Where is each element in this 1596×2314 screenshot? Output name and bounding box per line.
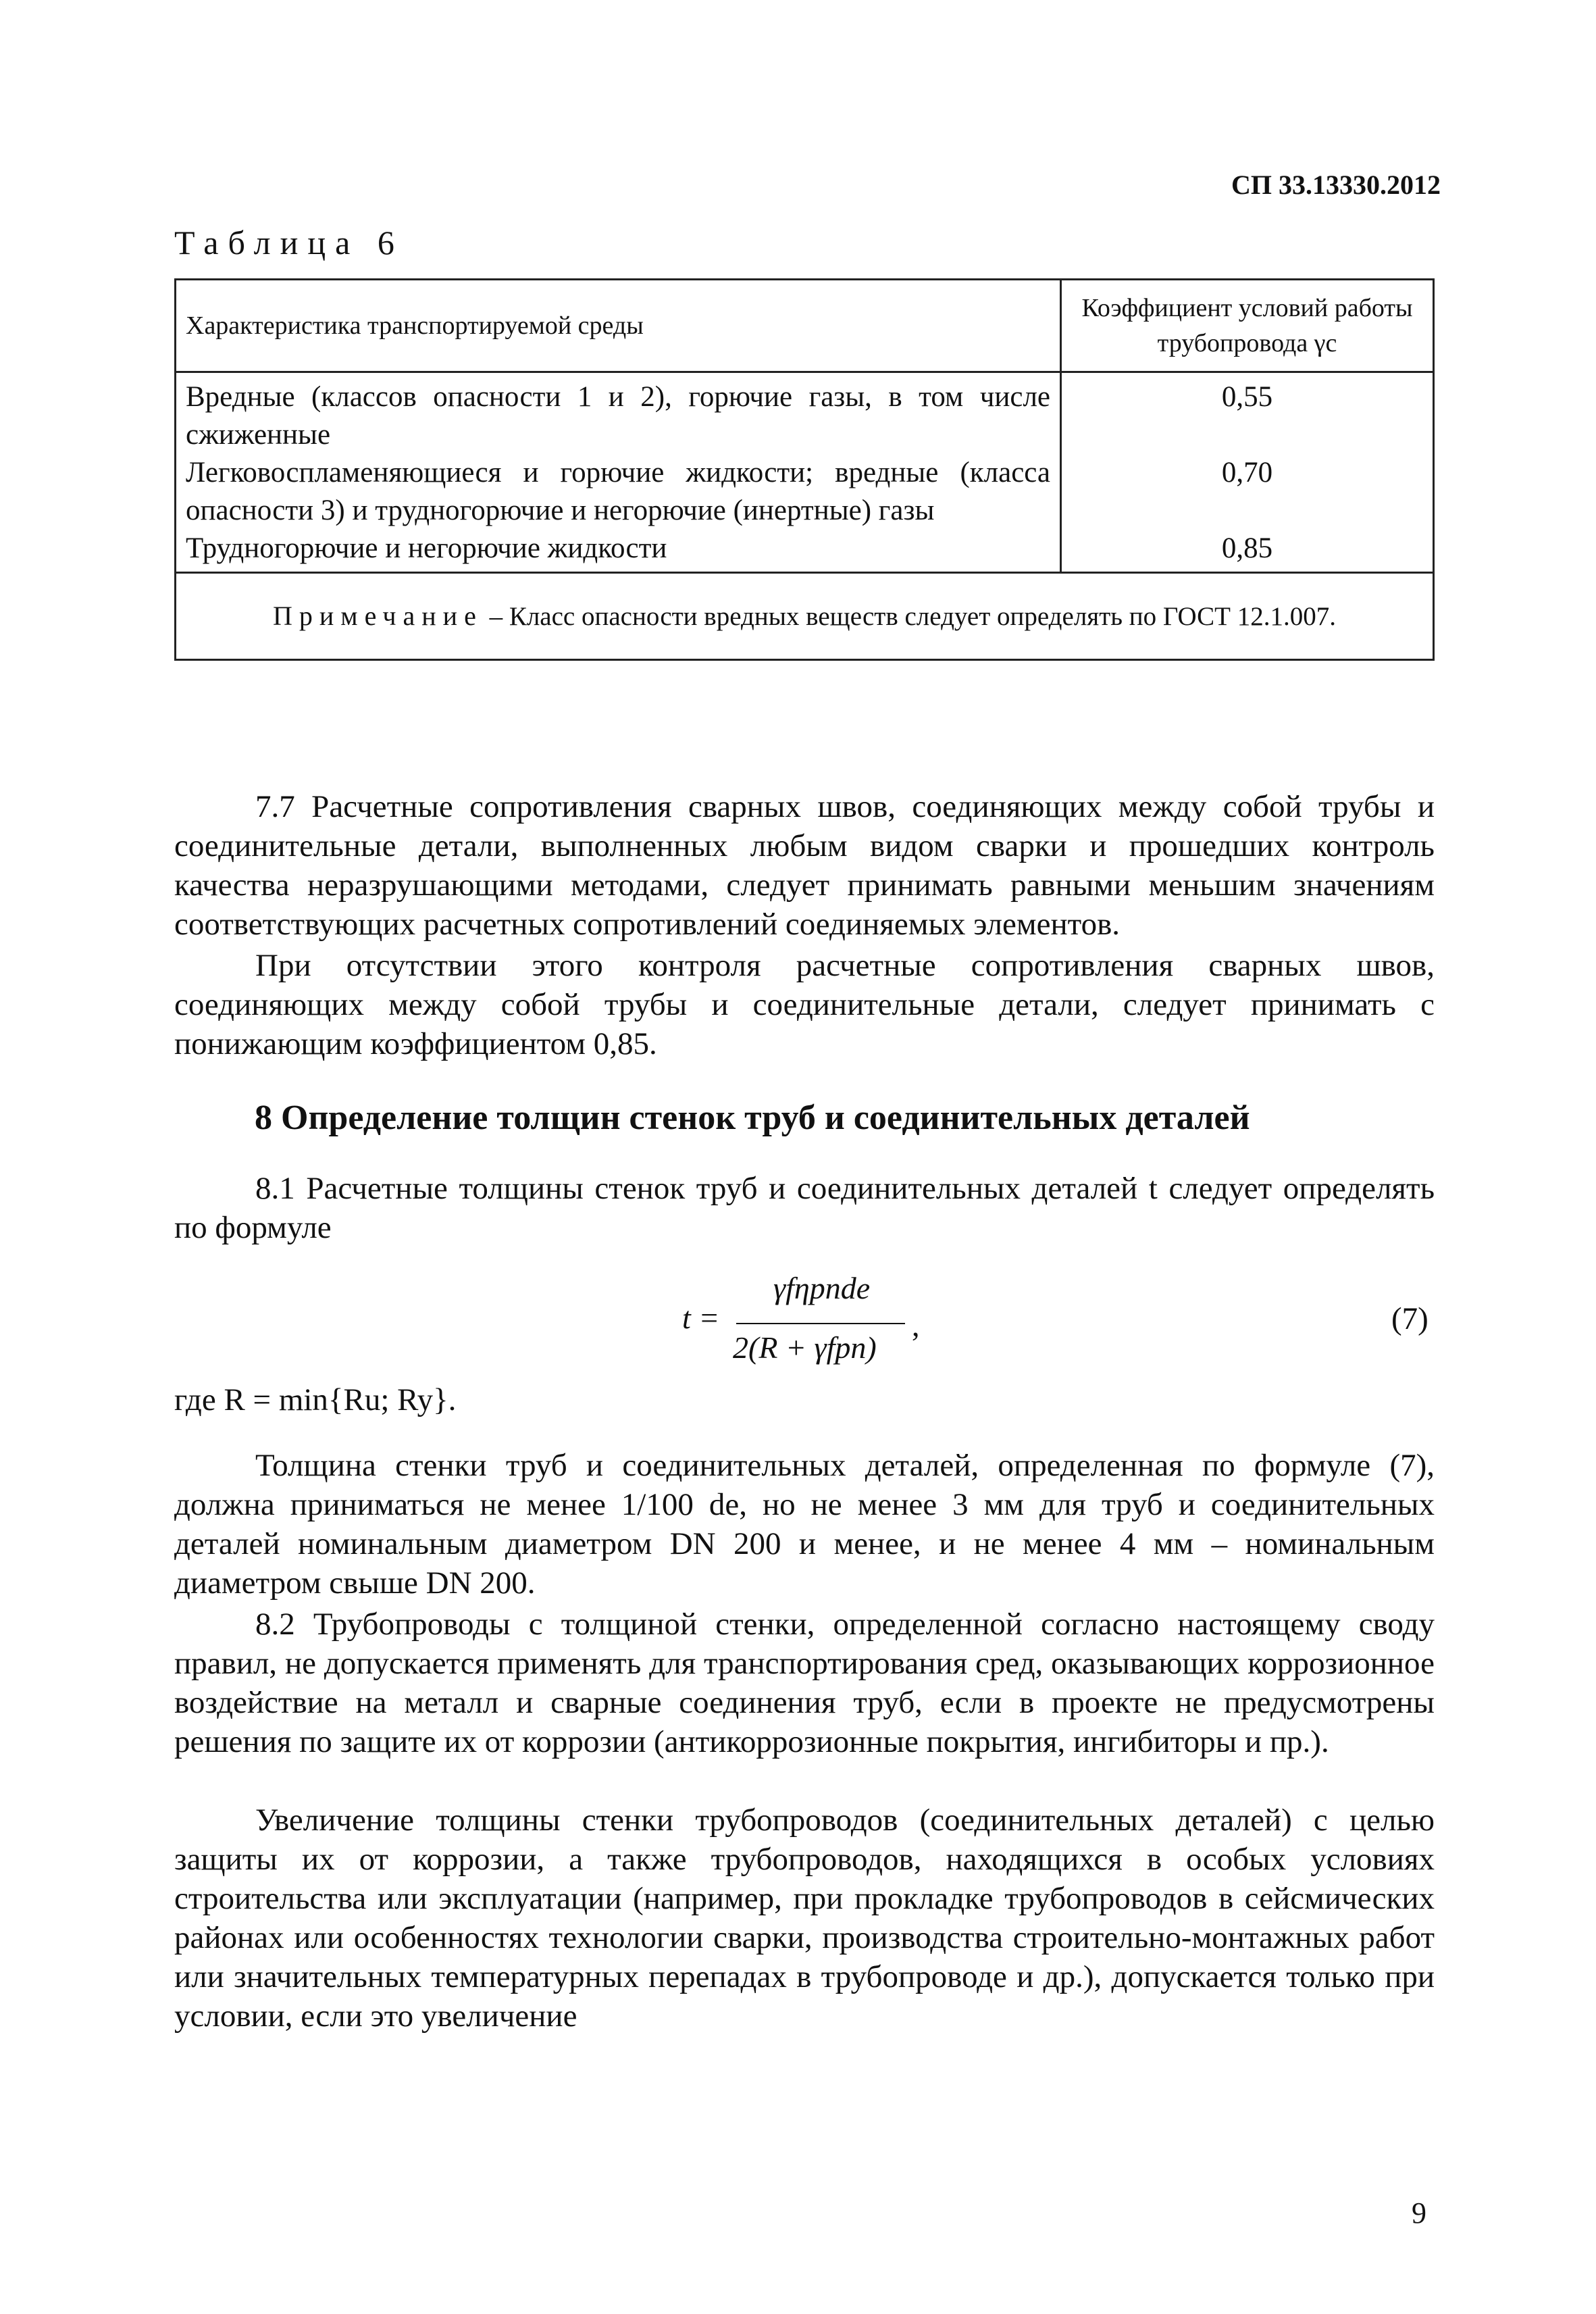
formula-numerator: γfηpnde (773, 1271, 871, 1305)
table-note (176, 573, 1434, 660)
column-header-coefficient (1061, 280, 1434, 372)
paragraph-7-7-continued: При отсутствии этого контроля расчетные сопротивления сварных швов, соединяющих между собой трубы и соединительные детали, следует принимать с понижающим коэффициентом 0,85. (174, 948, 1435, 1061)
coefficient-cell: 0,55 (1061, 372, 1434, 455)
note-label: Примечание (273, 600, 483, 631)
formula-denominator: 2(R + γfpn) (733, 1330, 877, 1365)
table-title: Таблица 6 (174, 224, 404, 261)
table-row (176, 530, 1434, 573)
formula-comma: , (912, 1308, 920, 1342)
paragraph-7-7: 7.7 Расчетные сопротивления сварных швов, соединяющих между собой трубы и соединительные детали, выполненных любым видом сварки и прошедших контроль качества неразрушающими методами, следует принимать равными меньшим значениям соответствующих расчетных сопротивлений соединяемых элементов. (174, 789, 1435, 942)
paragraph-thickness-increase: Увеличение толщины стенки трубопроводов (соединительных деталей) с целью защиты их от коррозии, а также трубопроводов, находящихся в особых условиях строительства или эксплуатации (например, при прокладке трубопроводов в сейсмических районах или особенностях технологии сварки, производства строительно-монтажных работ или значительных температурных перепадах в трубопроводе и др.), допускается только при условии, если это увеличение (174, 1803, 1435, 2034)
section-heading-8: 8 Определение толщин стенок труб и соединительных деталей (255, 1099, 1250, 1137)
table-header-row (176, 280, 1434, 372)
coefficient-cell: 0,70 (1061, 454, 1434, 530)
coefficient-header-label: Коэффициент условий работы трубопровода γc (1081, 294, 1413, 357)
table-row (176, 372, 1434, 455)
paragraph-8-2: 8.2 Трубопроводы с толщиной стенки, определенной согласно настоящему своду правил, не допускается применять для транспортирования сред, оказывающих коррозионное воздействие на металл и сварные соединения труб, если в проекте не предусмотрены решения по защите их от коррозии (антикоррозионные покрытия, ингибиторы и пр.). (174, 1607, 1435, 1759)
equation-number: (7) (1391, 1301, 1428, 1336)
column-header-medium: Характеристика транспортируемой среды (176, 280, 1061, 372)
document-code: СП 33.13330.2012 (1231, 170, 1441, 200)
paragraph-wall-thickness: Толщина стенки труб и соединительных деталей, определенная по формуле (7), должна приниматься не менее 1/100 de, но не менее 3 мм для труб и соединительных деталей номинальным диаметром DN 200 и менее, и не менее 4 мм – номинальным диаметром свыше DN 200. (174, 1448, 1435, 1601)
page-number: 9 (1412, 2196, 1426, 2230)
formula-where-clause: где R = min{Ru; Ry}. (174, 1382, 457, 1417)
medium-cell: Легковоспламеняющиеся и горючие жидкости; вредные (класса опасности 3) и трудногорючие и негорючие (инертные) газы (176, 454, 1061, 530)
paragraph-8-1: 8.1 Расчетные толщины стенок труб и соединительных деталей t следует определять по формуле (174, 1171, 1435, 1245)
formula-lhs: t = (682, 1301, 720, 1335)
fraction-bar (736, 1323, 905, 1324)
coefficients-table (174, 278, 1435, 661)
medium-cell: Трудногорючие и негорючие жидкости (176, 530, 1061, 573)
medium-cell: Вредные (классов опасности 1 и 2), горючие газы, в том числе сжиженные (176, 372, 1061, 455)
note-text: – Класс опасности вредных веществ следует определять по ГОСТ 12.1.007. (482, 601, 1336, 631)
table-row (176, 454, 1434, 530)
coefficient-cell: 0,85 (1061, 530, 1434, 573)
table-note-row (176, 573, 1434, 660)
formula-7 (682, 1270, 952, 1372)
